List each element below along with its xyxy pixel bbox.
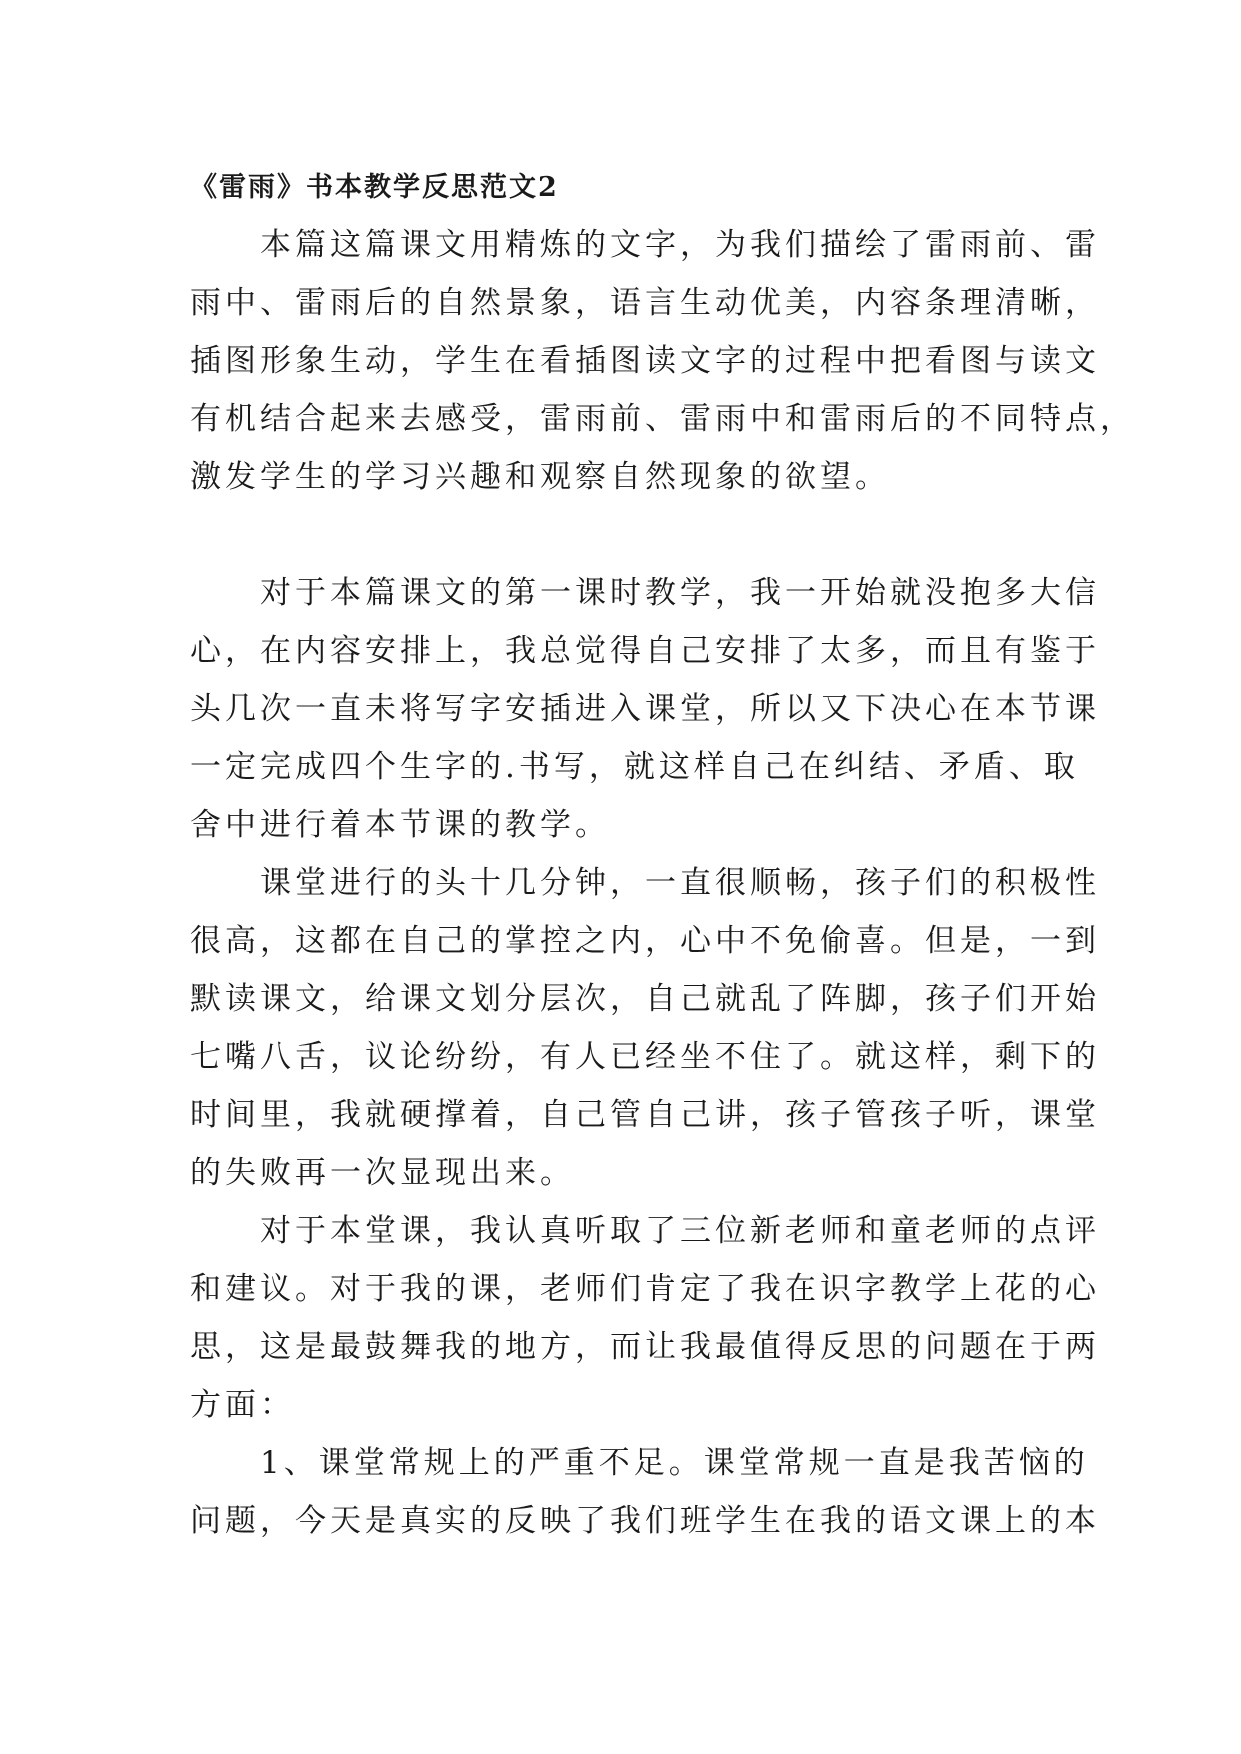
text-line: 有机结合起来去感受，雷雨前、雷雨中和雷雨后的不同特点， [190,401,1135,437]
text-line: 激发学生的学习兴趣和观察自然现象的欲望。 [190,459,890,495]
paragraph-2 [190,564,1100,854]
paragraph-4 [190,1202,1100,1434]
document-title: 《雷雨》书本教学反思范文2 [190,172,559,203]
document-body [190,160,1135,1550]
text-line: 七嘴八舌，议论纷纷，有人已经坐不住了。就这样，剩下的 [190,1039,1100,1075]
text-line: 很高，这都在自己的掌控之内，心中不免偷喜。但是，一到 [190,923,1100,959]
paragraph-spacer [190,506,1070,564]
paragraph-5 [190,1434,1100,1550]
paragraph-3 [190,854,1100,1202]
text-line: 雨中、雷雨后的自然景象，语言生动优美，内容条理清晰， [190,285,1100,321]
text-line: 1、课堂常规上的严重不足。课堂常规一直是我苦恼的 [190,1445,1089,1481]
text-line: 默读课文，给课文划分层次，自己就乱了阵脚，孩子们开始 [190,981,1100,1017]
text-line: 课堂进行的头十几分钟，一直很顺畅，孩子们的积极性 [190,865,1100,901]
text-line: 方面： [190,1387,295,1423]
text-line: 对于本篇课文的第一课时教学，我一开始就没抱多大信 [190,575,1100,611]
text-line: 一定完成四个生字的.书写，就这样自己在纠结、矛盾、取 [190,749,1079,785]
text-line: 思，这是最鼓舞我的地方，而让我最值得反思的问题在于两 [190,1329,1100,1365]
text-line: 本篇这篇课文用精炼的文字，为我们描绘了雷雨前、雷 [190,227,1100,263]
text-line: 心，在内容安排上，我总觉得自己安排了太多，而且有鉴于 [190,633,1100,669]
text-line: 插图形象生动，学生在看插图读文字的过程中把看图与读文 [190,343,1100,379]
text-line: 头几次一直未将写字安插进入课堂，所以又下决心在本节课 [190,691,1100,727]
paragraph-1 [190,216,1135,506]
text-line: 的失败再一次显现出来。 [190,1155,575,1191]
text-line: 对于本堂课，我认真听取了三位新老师和童老师的点评 [190,1213,1100,1249]
text-line: 舍中进行着本节课的教学。 [190,807,610,843]
text-line: 时间里，我就硬撑着，自己管自己讲，孩子管孩子听，课堂 [190,1097,1100,1133]
text-line: 问题，今天是真实的反映了我们班学生在我的语文课上的本 [190,1503,1100,1539]
text-line: 和建议。对于我的课，老师们肯定了我在识字教学上花的心 [190,1271,1100,1307]
